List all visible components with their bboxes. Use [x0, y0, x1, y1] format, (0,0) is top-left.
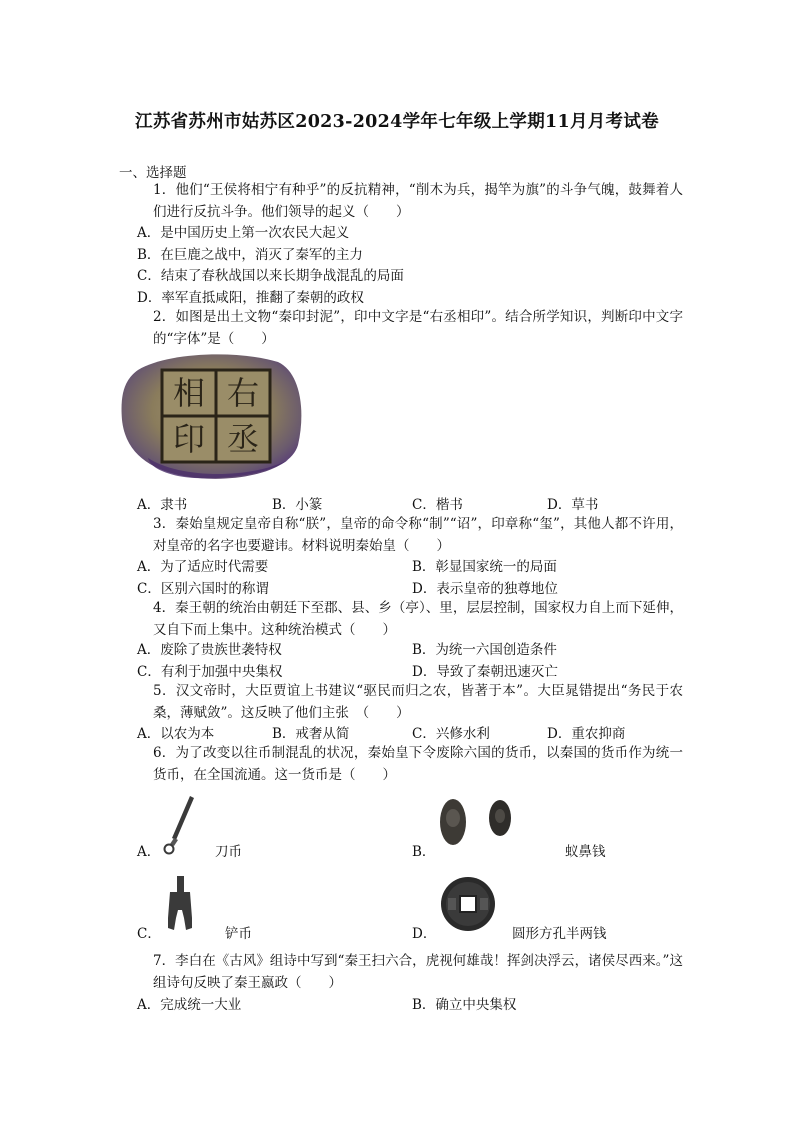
- q6-label-ant-nose-coin: 蚁鼻钱: [565, 844, 606, 860]
- question-7-stem: 7．李白在《古风》组诗中写到“秦王扫六合，虎视何雄哉！挥剑决浮云，诸侯尽西来。”这组诗句反映了秦王嬴政（ ）: [153, 953, 683, 991]
- banliang-coin-image: [440, 876, 496, 932]
- q3-option-c[interactable]: C．区别六国时的称谓: [137, 581, 269, 597]
- question-2-stem: 2．如图是出土文物“秦印封泥”，印中文字是“右丞相印”。结合所学知识，判断印中文字的“字体”是（ ）: [153, 309, 683, 347]
- question-1-stem: 1．他们“王侯将相宁有种乎”的反抗精神，“削木为兵，揭竿为旗”的斗争气魄，鼓舞着人们进行反抗斗争。他们领导的起义（ ）: [153, 182, 683, 220]
- q6-option-d[interactable]: D．: [412, 926, 437, 942]
- q7-option-a[interactable]: A．完成统一大业: [137, 997, 242, 1013]
- q6-option-c[interactable]: C．: [137, 926, 161, 942]
- section-heading: 一、选择题: [119, 165, 187, 181]
- seal-glyph-top-left: 相: [172, 374, 206, 412]
- q1-option-a[interactable]: A．是中国历史上第一次农民大起义: [137, 225, 350, 241]
- question-5-stem: 5．汉文帝时，大臣贾谊上书建议“驱民而归之农，皆著于本”。大臣晁错提出“务民于农桑，薄赋敛”。这反映了他们主张 （ ）: [153, 683, 683, 721]
- q7-option-b[interactable]: B．确立中央集权: [412, 997, 517, 1013]
- q2-option-b[interactable]: B．小篆: [272, 497, 323, 513]
- seal-clay-image: [118, 350, 306, 482]
- exam-title: 江苏省苏州市姑苏区2023-2024学年七年级上学期11月月考试卷: [135, 112, 659, 132]
- spade-coin-image: [164, 874, 196, 934]
- ant-nose-coin-image: [436, 794, 526, 852]
- q5-option-d[interactable]: D．重农抑商: [547, 726, 626, 742]
- q2-option-c[interactable]: C．楷书: [412, 497, 463, 513]
- q2-option-d[interactable]: D．草书: [547, 497, 599, 513]
- seal-glyph-bottom-left: 印: [172, 420, 206, 458]
- q1-option-d[interactable]: D．率军直抵咸阳，推翻了秦朝的政权: [137, 290, 364, 306]
- q2-option-a[interactable]: A．隶书: [137, 497, 188, 513]
- q3-option-d[interactable]: D．表示皇帝的独尊地位: [412, 581, 558, 597]
- q1-option-b[interactable]: B．在巨鹿之战中，消灭了秦军的主力: [137, 247, 363, 263]
- q6-label-spade-coin: 铲币: [225, 926, 252, 942]
- q6-option-b[interactable]: B．: [412, 844, 436, 860]
- seal-glyph-top-right: 右: [226, 374, 260, 412]
- q4-option-b[interactable]: B．为统一六国创造条件: [412, 642, 557, 658]
- q1-option-c[interactable]: C．结束了春秋战国以来长期争战混乱的局面: [137, 268, 404, 284]
- knife-coin-image: [160, 794, 196, 856]
- q5-option-c[interactable]: C．兴修水利: [412, 726, 490, 742]
- q3-option-a[interactable]: A．为了适应时代需要: [137, 559, 269, 575]
- q6-label-banliang-coin: 圆形方孔半两钱: [512, 926, 607, 942]
- q4-option-a[interactable]: A．废除了贵族世袭特权: [137, 642, 282, 658]
- q3-option-b[interactable]: B．彰显国家统一的局面: [412, 559, 557, 575]
- q4-option-c[interactable]: C．有利于加强中央集权: [137, 664, 283, 680]
- question-6-stem: 6．为了改变以往币制混乱的状况，秦始皇下令废除六国的货币，以秦国的货币作为统一货币，在全国流通。这一货币是（ ）: [153, 745, 683, 783]
- question-3-stem: 3．秦始皇规定皇帝自称“朕”，皇帝的命令称“制”“诏”，印章称“玺”，其他人都不许用，对皇帝的名字也要避讳。材料说明秦始皇（ ）: [153, 516, 683, 554]
- q5-option-a[interactable]: A．以农为本: [137, 726, 215, 742]
- q6-option-a[interactable]: A．: [137, 844, 161, 860]
- question-4-stem: 4．秦王朝的统治由朝廷下至郡、县、乡（亭）、里，层层控制，国家权力自上而下延伸，又自下而上集中。这种统治模式（ ）: [153, 600, 683, 638]
- q4-option-d[interactable]: D．导致了秦朝迅速灭亡: [412, 664, 558, 680]
- seal-glyph-bottom-right: 丞: [226, 420, 260, 458]
- q6-label-knife-coin: 刀币: [215, 844, 242, 860]
- q5-option-b[interactable]: B．戒奢从简: [272, 726, 350, 742]
